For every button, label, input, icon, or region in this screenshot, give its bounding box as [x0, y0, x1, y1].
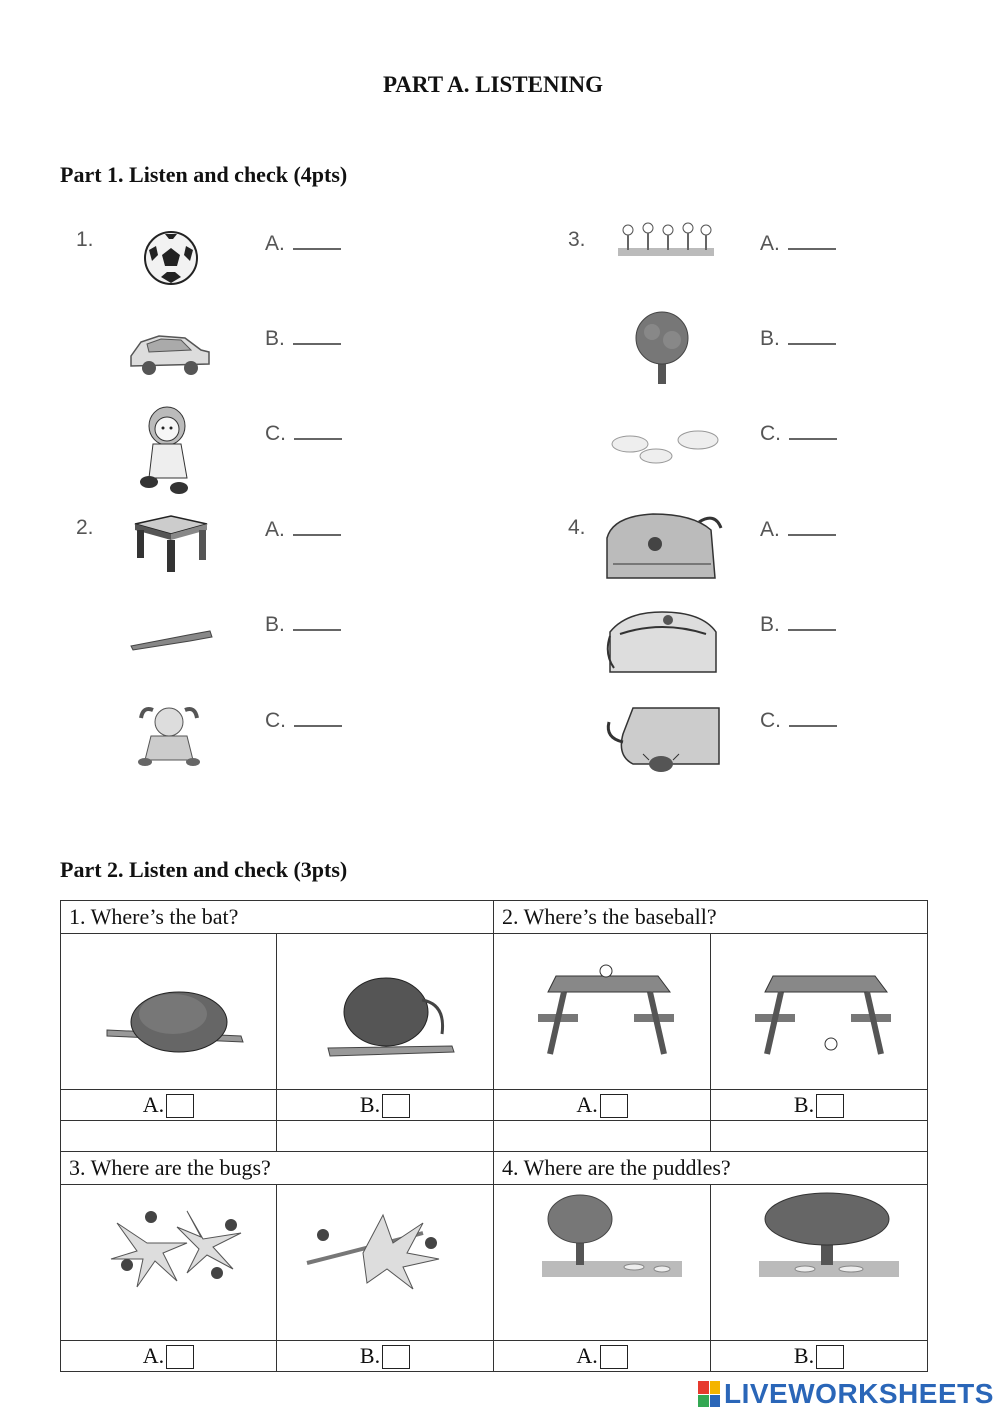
- answer-cell[interactable]: [61, 1341, 277, 1372]
- logo-mark-icon: [698, 1381, 720, 1407]
- clouds-icon: [608, 426, 720, 466]
- bugs-on-branch-icon: [303, 1203, 453, 1293]
- part1-heading: Part 1. Listen and check (4pts): [60, 162, 348, 187]
- baseball-bat-icon: [128, 626, 214, 652]
- option-label: C.: [265, 709, 286, 732]
- question-number: 4.: [568, 516, 586, 539]
- empty-cell: [494, 1121, 711, 1152]
- puddles-under-tree-icon: [755, 1191, 905, 1281]
- checkbox[interactable]: [382, 1094, 410, 1118]
- picture-cell: [494, 934, 711, 1090]
- option-label: B.: [793, 1091, 815, 1117]
- question-text: 2. Where’s the baseball?: [494, 901, 928, 934]
- option-label: B.: [793, 1342, 815, 1368]
- option-1b[interactable]: [265, 323, 341, 351]
- question-text: 4. Where are the puddles?: [494, 1152, 928, 1185]
- option-label: A.: [142, 1342, 165, 1368]
- checkbox[interactable]: [382, 1345, 410, 1369]
- checkbox[interactable]: [600, 1345, 628, 1369]
- answer-cell[interactable]: [711, 1090, 928, 1121]
- option-1c[interactable]: [265, 418, 342, 446]
- question-number: 2.: [76, 516, 94, 539]
- picture-cell: [277, 1185, 494, 1341]
- option-3b[interactable]: [760, 323, 836, 351]
- option-label: B.: [359, 1091, 381, 1117]
- answer-blank[interactable]: [788, 609, 836, 631]
- picture-cell: [277, 934, 494, 1090]
- soccer-ball-icon: [143, 228, 199, 288]
- answer-blank[interactable]: [293, 228, 341, 250]
- part2-table: [60, 900, 928, 1372]
- option-label: B.: [265, 327, 285, 350]
- answer-cell[interactable]: [277, 1090, 494, 1121]
- option-label: B.: [265, 613, 285, 636]
- doll-icon: [135, 404, 201, 496]
- logo-text: LIVEWORKSHEETS: [724, 1378, 994, 1409]
- option-label: A.: [265, 518, 285, 541]
- question-text: 1. Where’s the bat?: [61, 901, 494, 934]
- answer-cell[interactable]: [494, 1341, 711, 1372]
- picture-cell: [61, 934, 277, 1090]
- question-text: 3. Where are the bugs?: [61, 1152, 494, 1185]
- part2-heading: Part 2. Listen and check (3pts): [60, 857, 348, 882]
- option-2c[interactable]: [265, 705, 342, 733]
- option-2b[interactable]: [265, 609, 341, 637]
- option-4b[interactable]: [760, 609, 836, 637]
- option-label: B.: [760, 327, 780, 350]
- backpack-ladybug-under-icon: [603, 702, 721, 776]
- picture-cell: [711, 1185, 928, 1341]
- option-1a[interactable]: [265, 228, 341, 256]
- option-3c[interactable]: [760, 418, 837, 446]
- question-number: 3.: [568, 228, 586, 251]
- answer-cell[interactable]: [494, 1090, 711, 1121]
- answer-cell[interactable]: [61, 1090, 277, 1121]
- option-label: A.: [576, 1342, 598, 1368]
- bugs-on-flowers-icon: [107, 1203, 247, 1293]
- rag-doll-icon: [133, 704, 205, 768]
- bat-beside-cap-icon: [322, 970, 472, 1060]
- liveworksheets-logo: [698, 1378, 994, 1410]
- picture-cell: [711, 934, 928, 1090]
- toy-car-icon: [127, 322, 213, 380]
- checkbox[interactable]: [816, 1345, 844, 1369]
- picture-cell: [61, 1185, 277, 1341]
- option-label: C.: [760, 709, 781, 732]
- flowers-icon: [616, 220, 716, 260]
- answer-cell[interactable]: [277, 1341, 494, 1372]
- option-label: A.: [576, 1091, 598, 1117]
- option-label: B.: [359, 1342, 381, 1368]
- answer-blank[interactable]: [294, 418, 342, 440]
- question-number: 1.: [76, 228, 94, 251]
- answer-blank[interactable]: [293, 514, 341, 536]
- answer-blank[interactable]: [788, 228, 836, 250]
- answer-blank[interactable]: [293, 323, 341, 345]
- page-title: PART A. LISTENING: [382, 72, 604, 97]
- ball-under-table-icon: [751, 962, 901, 1062]
- option-4a[interactable]: [760, 514, 836, 542]
- option-label: A.: [265, 232, 285, 255]
- option-2a[interactable]: [265, 514, 341, 542]
- answer-blank[interactable]: [293, 609, 341, 631]
- picture-cell: [494, 1185, 711, 1341]
- puddles-beside-tree-icon: [538, 1191, 688, 1281]
- backpack-ladybug-front-icon: [603, 508, 723, 580]
- answer-blank[interactable]: [789, 705, 837, 727]
- option-label: C.: [265, 422, 286, 445]
- checkbox[interactable]: [816, 1094, 844, 1118]
- backpack-open-icon: [606, 606, 720, 674]
- empty-cell: [61, 1121, 277, 1152]
- option-label: B.: [760, 613, 780, 636]
- option-3a[interactable]: [760, 228, 836, 256]
- checkbox[interactable]: [600, 1094, 628, 1118]
- answer-blank[interactable]: [294, 705, 342, 727]
- table-icon: [131, 510, 211, 576]
- option-label: A.: [760, 518, 780, 541]
- option-label: A.: [760, 232, 780, 255]
- answer-blank[interactable]: [788, 323, 836, 345]
- bat-under-cap-icon: [101, 970, 251, 1060]
- answer-cell[interactable]: [711, 1341, 928, 1372]
- checkbox[interactable]: [166, 1094, 194, 1118]
- option-label: C.: [760, 422, 781, 445]
- checkbox[interactable]: [166, 1345, 194, 1369]
- answer-blank[interactable]: [789, 418, 837, 440]
- tree-icon: [632, 310, 692, 388]
- option-label: A.: [142, 1091, 165, 1117]
- empty-cell: [277, 1121, 494, 1152]
- answer-blank[interactable]: [788, 514, 836, 536]
- ball-on-table-icon: [534, 962, 684, 1062]
- empty-cell: [711, 1121, 928, 1152]
- option-4c[interactable]: [760, 705, 837, 733]
